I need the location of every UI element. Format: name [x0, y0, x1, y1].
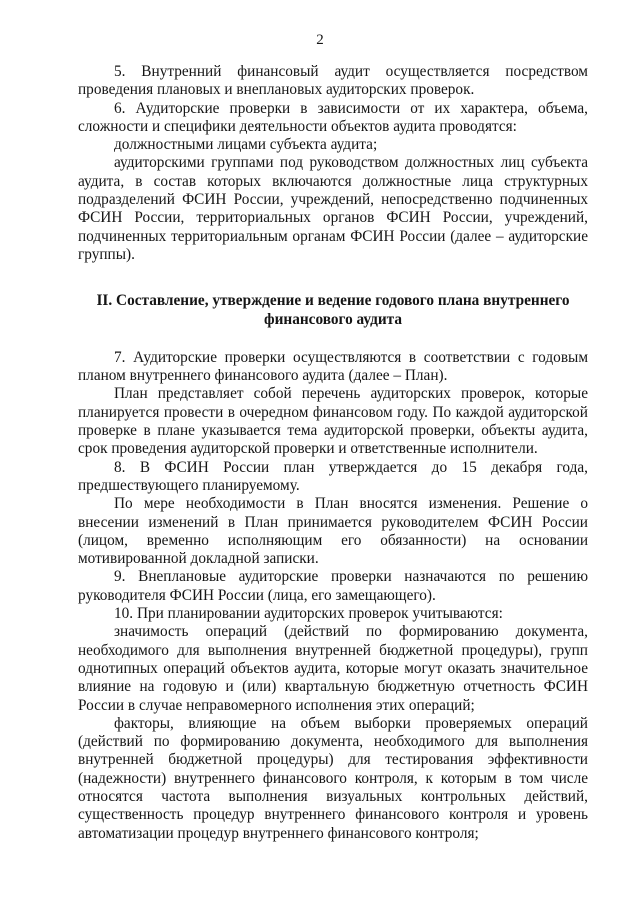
document-body — [78, 63, 588, 843]
spacer — [78, 264, 588, 292]
paragraph-subitem-audit-groups: аудиторскими группами под руководством должностных лиц субъекта аудита, в состав которых включаются должностные лица структурных подразделений ФСИН России, учреждений, непосредственно подчиненных ФСИН России, территориальных органов ФСИН России, учреждений, подчиненных территориальным органам ФСИН России (далее – аудиторские группы). — [78, 154, 588, 263]
section-heading: II. Составление, утверждение и ведение годового плана внутреннего финансового аудита — [96, 292, 570, 328]
paragraph-plan-description: План представляет собой перечень аудиторских проверок, которые планируется провести в очередном финансовом году. По каждой аудиторской проверке в плане указывается тема аудиторской проверки, объекты аудита, срок проведения аудиторской проверки и ответственные исполнители. — [78, 385, 588, 458]
paragraph-item-9: 9. Внеплановые аудиторские проверки назначаются по решению руководителя ФСИН России (лица, его замещающего). — [78, 568, 588, 604]
page-number: 2 — [316, 32, 324, 48]
paragraph-subitem-officials: должностными лицами субъекта аудита; — [114, 136, 378, 154]
paragraph-plan-changes: По мере необходимости в План вносятся изменения. Решение о внесении изменений в План принимается руководителем ФСИН России (лицом, временно исполняющим его обязанности) на основании мотивированной докладной записки. — [78, 495, 588, 568]
paragraph-item-7: 7. Аудиторские проверки осуществляются в соответствии с годовым планом внутреннего финансового аудита (далее – План). — [78, 348, 588, 385]
paragraph-subitem-significance: значимость операций (действий по формированию документа, необходимого для выполнения внутренней бюджетной процедуры), групп однотипных операций объектов аудита, которые могут оказать значительное влияние на годовую и (или) квартальную бюджетную отчетность ФСИН России в случае неправомерного исполнения этих операций; — [78, 623, 588, 714]
paragraph-item-10: 10. При планировании аудиторских проверок учитываются: — [114, 605, 503, 623]
paragraph-item-8: 8. В ФСИН России план утверждается до 15 декабря года, предшествующего планируемому. — [78, 458, 588, 494]
paragraph-item-6: 6. Аудиторские проверки в зависимости от их характера, объема, сложности и специфики деятельности объектов аудита проводятся: — [78, 99, 588, 135]
paragraph-item-5: 5. Внутренний финансовый аудит осуществляется посредством проведения плановых и внеплановых аудиторских проверок. — [78, 63, 588, 99]
spacer — [78, 329, 588, 349]
paragraph-subitem-factors: факторы, влияющие на объем выборки проверяемых операций (действий по формированию документа, необходимого для выполнения внутренней бюджетной процедуры) для тестирования эффективности (надежности) внутреннего финансового контроля, к которым в том числе относятся частота выполнения визуальных контрольных действий, существенность процедур внутреннего финансового контроля и уровень автоматизации процедур внутреннего финансового контроля; — [78, 714, 588, 842]
